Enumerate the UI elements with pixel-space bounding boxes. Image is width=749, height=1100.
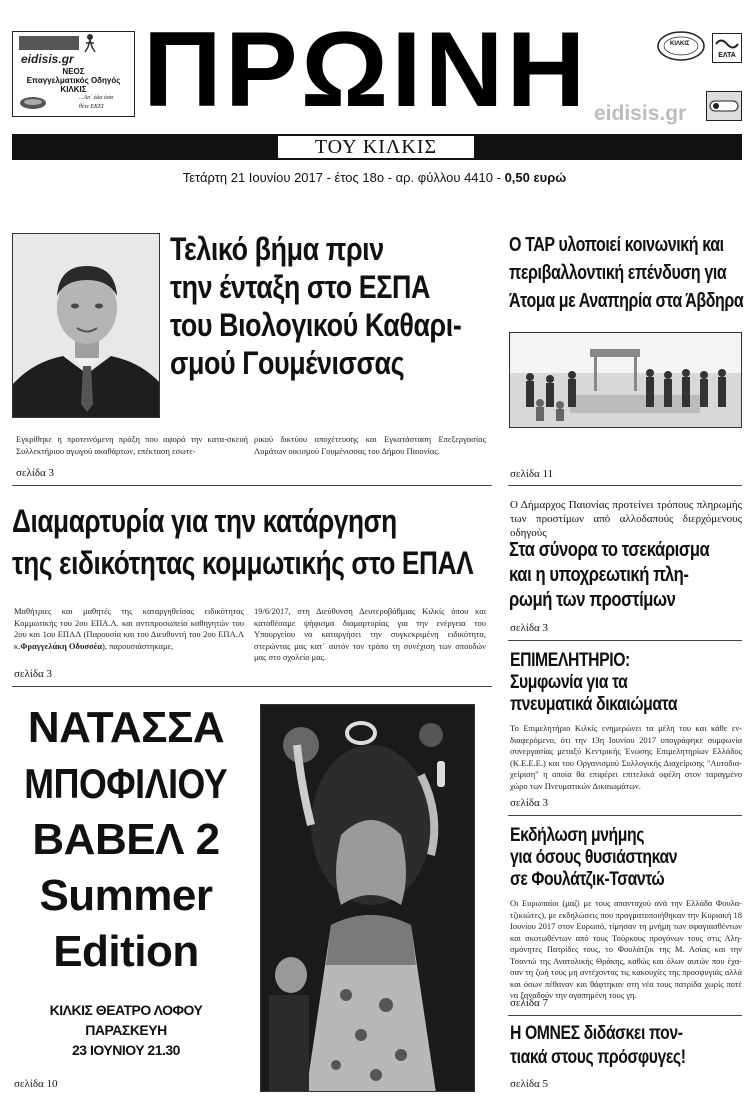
protest-headline: Διαμαρτυρία για την κατάργηση της ειδικότητας κομμωτικής στο ΕΠΑΛ (12, 503, 474, 581)
concert-details: ΚΙΛΚΙΣ ΘΕΑΤΡΟ ΛΟΦΟΥ ΠΑΡΑΣΚΕΥΗ 23 ΙΟΥΝΙΟΥ 21.30 (49, 1002, 203, 1058)
ad-logo-icon (19, 36, 79, 50)
omnes-headline: Η ΟΜΝΕΣ διδάσκει πον- τιακά στους πρόσφυγες! (510, 1023, 686, 1068)
memorial-page-ref: σελίδα 7 (510, 997, 549, 1009)
corner-logo-icon (706, 91, 742, 121)
ad-figure-icon (83, 34, 97, 52)
chamber-body: Το Επιμελητήριο Κιλκίς ενημερώνει τα μέλη του και κάθε εν-διαφερόμενο, ότι την 13η Ιουνίου 2017 υπογράφηκε συμφωνία συνεργασίας μεταξύ Κεντρικής Ένωσης Επιμελητηρίων Ελλάδος (Κ.Ε.Ε.Ε.) και του Οργανισμού Συλλογικής Διαχείρισης "Αυτοδια-χείριση" η οποία θα επιφέρει επιτελικά οφέλη στον ταραγμένο χώρο των Πνευματικών Δικαιωμάτων. (510, 723, 742, 791)
espa-page-ref: σελίδα 3 (16, 467, 55, 479)
ad-line1: ΝΕΟΣ (62, 67, 85, 76)
ad-line2: Επαγγελματικός Οδηγός (26, 76, 121, 85)
protest-body-col1: Μαθήτριες και μαθητές της καταργηθείσας ειδικότητας Κομμωτικής του 2ου ΕΠΑ.Λ. και αντιπροσωπεία καθηγητών του 2ου και 1ου ΕΠΑΛ (Παρουσία και του Διευθυντή του 2ου ΕΠΑ.Λ κ.Φραγγελάκη Οδυσσέα), παρουσιάστηκαμε, (14, 606, 244, 651)
chamber-page-ref: σελίδα 3 (510, 797, 549, 809)
protest-page-ref: σελίδα 3 (14, 668, 53, 680)
eidisis-ad[interactable] (12, 31, 135, 117)
memorial-headline: Εκδήλωση μνήμης για όσους θυσιάστηκαν σε Φουλάτζικ-Τσαντώ (510, 825, 678, 890)
masthead-watermark: eidisis.gr (594, 102, 687, 125)
ad-line3: ΚΙΛΚΙΣ (60, 85, 87, 94)
ad-line5: θέτε ΕΚΕΙ (79, 104, 104, 110)
tap-headline: Ο TAP υλοποιεί κοινωνική και περιβαλλοντική επένδυση για Άτομα με Αναπηρία στα Άβδηρα (509, 234, 744, 312)
elta-logo: ΕΛΤΑ (712, 33, 742, 63)
ad-book-icon (19, 95, 47, 111)
chamber-headline: ΕΠΙΜΕΛΗΤΗΡΙΟ: Συμφωνία για τα πνευματικά δικαιώματα (510, 650, 678, 715)
fines-intro: Ο Δήμαρχος Παιονίας προτείνει τρόπους πληρωμής των προστίμων από αλλοδαπούς διερχόμενους οδηγούς (510, 499, 742, 539)
divider (12, 485, 492, 486)
dateline (0, 170, 749, 185)
divider (12, 686, 492, 687)
memorial-body: Οι Ευρωπαίοι (μαζί με τους απανταχού ανά την Ελλάδα Φουλα-τζικιώτες), με εκδηλώσεις που πραγματοποιήθηκαν την Κυριακή 18 Ιουνίου 2017 στον Ευρωπό, τίμησαν τη μνήμη των σφαγιασθέντων και σκοτωθέντων από τους Τούρκους προγόνων τους στις Αλη-σμόνητες Πατρίδες τους, το Φουλάτζικ της Μ. Ασίας και την Τσαντώ της Ανατολικής Θράκης, καθώς και όλων αυτών που έχα-σαν τη ζωή τους μη αντέχοντας τις κακουχίες της προσφυγιάς αλλά και όσων πέθαναν και θάφτηκαν στη νέα τους πατρίδα χωρίς ποτέ να ξαναδούν την αγαπημένη τους γη. (510, 898, 742, 1000)
divider (508, 640, 742, 641)
divider (508, 1015, 742, 1016)
protest-body-col2: 19/6/2017, στη Διεύθυνση Δευτεροβάθμιας Κιλκίς όπου και καταθέσαμε ψήφισμα διαμαρτυρίας για την ενέργεια του Υπουργείου να καταργήσει την συγκεκριμένη ειδικότητα, στερώντας μας κατ΄ αυτόν τον τρόπο τη συνέχιση των σπουδών μας στο σχολείο μας. (254, 606, 486, 662)
fines-headline: Στα σύνορα το τσεκάρισμα και η υποχρεωτική πλη- ρωμή των προστίμων (509, 539, 710, 611)
tap-group-photo (509, 332, 742, 428)
postage-stamp: ΚΙΛΚΙΣ (656, 30, 706, 62)
espa-body-col2: ρικού δικτύου αποχέτευσης και Εγκατάσταση Επεξεργασίας Λυμάτων οικισμού Γουμένισσας του Δήμου Παιονίας. (254, 434, 486, 456)
concert-headline: ΝΑΤΑΣΣΑ ΜΠΟΦΙΛΙΟΥ ΒΑΒΕΛ 2 Summer Edition (24, 703, 228, 976)
masthead-title: ΠΡΩΙΝΗ (143, 9, 589, 129)
fines-page-ref: σελίδα 3 (510, 622, 549, 634)
official-portrait (12, 233, 160, 418)
ad-line4: ...Απ΄ όλα όσα (79, 95, 114, 101)
espa-headline: Τελικό βήμα πριν την ένταξη στο ΕΣΠΑ του Βιολογικού Καθαρι- σμού Γουμένισσας (170, 231, 462, 381)
concert-photo (260, 704, 475, 1092)
masthead-subtitle: ΤΟΥ ΚΙΛΚΙΣ (314, 136, 438, 158)
ad-site: eidisis.gr (21, 52, 74, 66)
espa-body-col1: Εγκρίθηκε η προτεινόμενη πράξη που αφορά την κατα-σκευή Συλλεκτήριου αγωγού ακαθάρτων, επέκταση εσωτε- (16, 434, 248, 456)
divider (508, 815, 742, 816)
concert-page-ref: σελίδα 10 (14, 1078, 58, 1090)
dateline-price: 0,50 ευρώ (504, 170, 567, 185)
divider (508, 485, 742, 486)
dateline-text: Τετάρτη 21 Ιουνίου 2017 - έτος 18ο - αρ. φύλλου 4410 - (182, 170, 501, 185)
tap-page-ref: σελίδα 11 (510, 468, 554, 480)
omnes-page-ref: σελίδα 5 (510, 1078, 549, 1090)
